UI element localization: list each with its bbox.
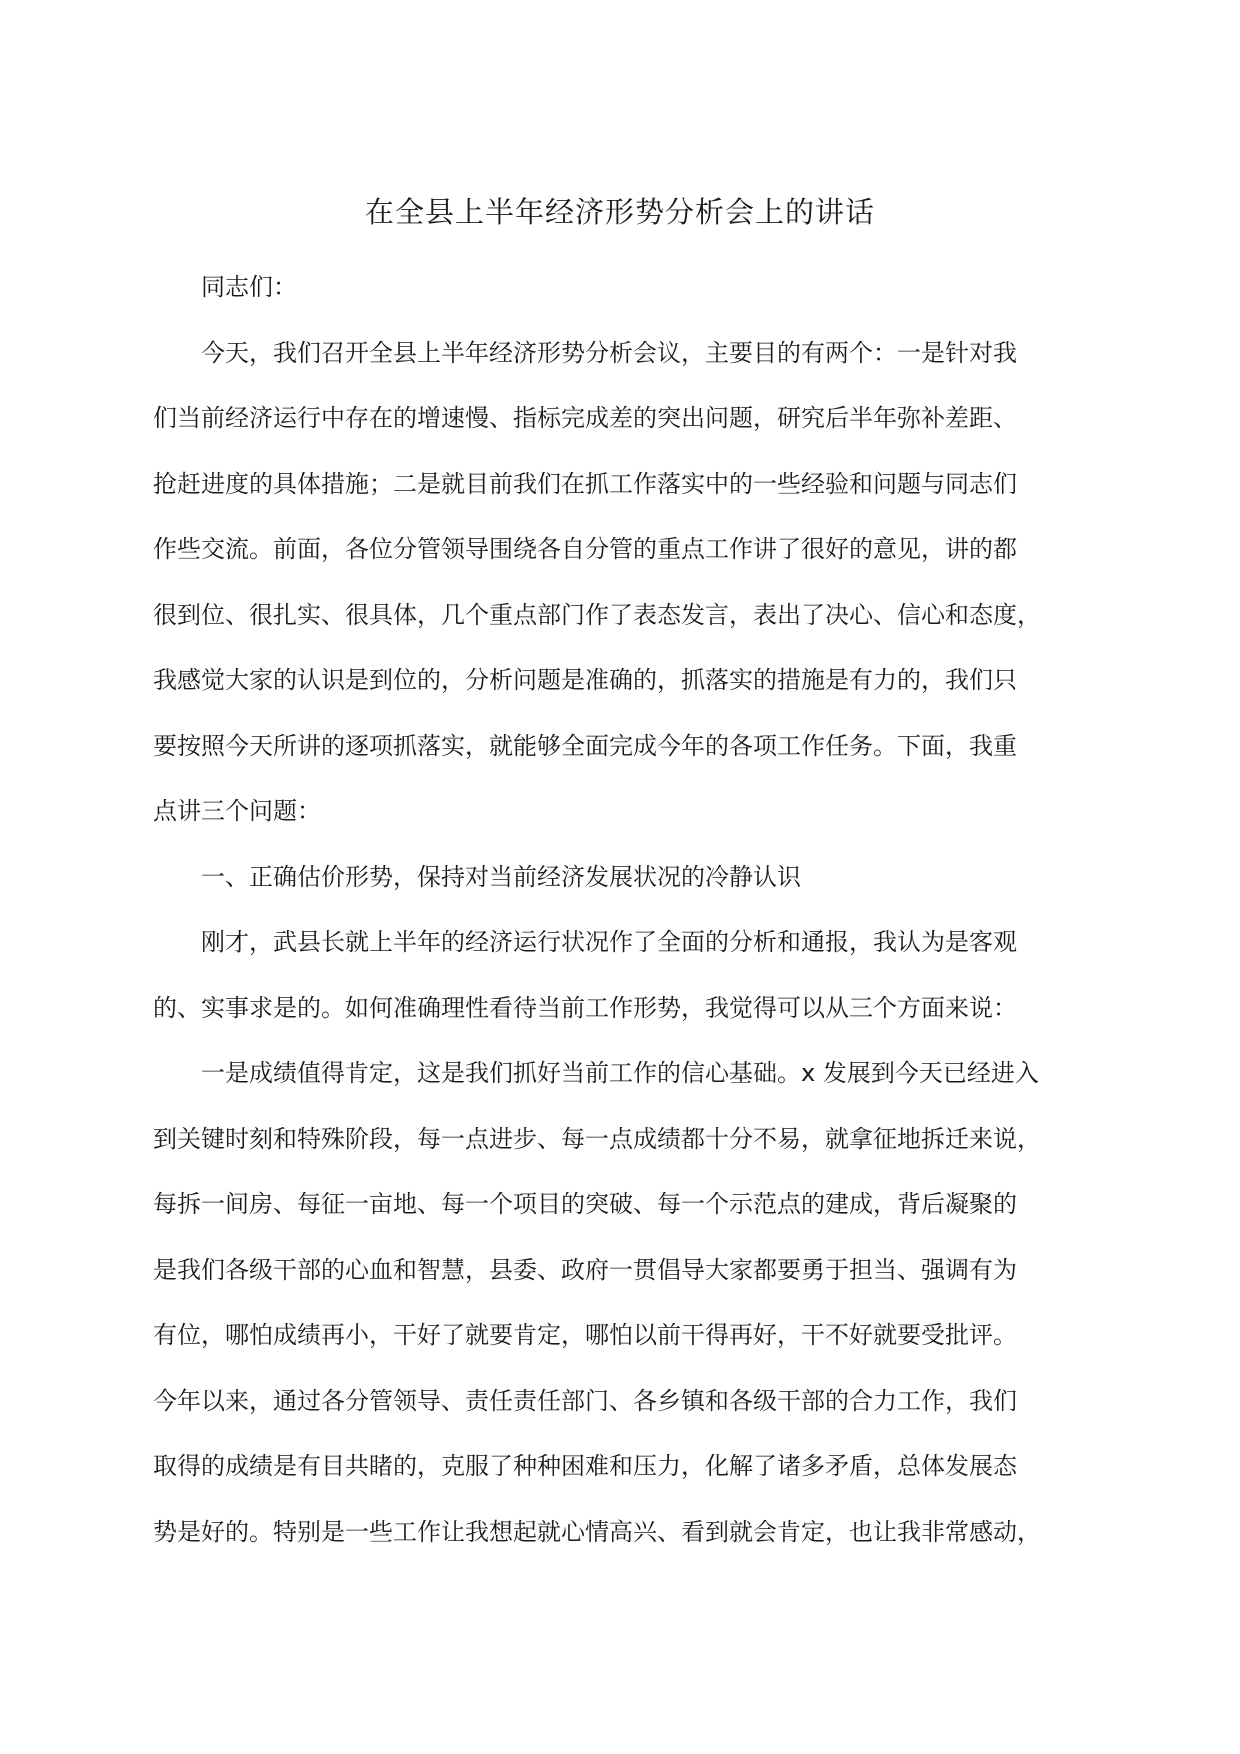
document-title: 在全县上半年经济形势分析会上的讲话 bbox=[364, 195, 875, 229]
body-line: 到关键时刻和特殊阶段，每一点进步、每一点成绩都十分不易，就拿征地拆迁来说， bbox=[153, 1124, 1041, 1153]
body-line: 刚才，武县长就上半年的经济运行状况作了全面的分析和通报，我认为是客观 bbox=[201, 928, 1017, 956]
body-line: 今年以来，通过各分管领导、责任责任部门、各乡镇和各级干部的合力工作，我们 bbox=[153, 1386, 1017, 1415]
body-line: 是我们各级干部的心血和智慧，县委、政府一贯倡导大家都要勇于担当、强调有为 bbox=[153, 1255, 1017, 1284]
document-body bbox=[153, 255, 1073, 1565]
body-line: 的、实事求是的。如何准确理性看待当前工作形势，我觉得可以从三个方面来说： bbox=[153, 993, 1017, 1022]
body-line: 今天，我们召开全县上半年经济形势分析会议，主要目的有两个：一是针对我 bbox=[201, 338, 1017, 367]
body-line: 取得的成绩是有目共睹的，克服了种种困难和压力，化解了诸多矛盾，总体发展态 bbox=[153, 1452, 1017, 1480]
body-line: 一、正确估价形势，保持对当前经济发展状况的冷静认识 bbox=[201, 862, 801, 891]
body-line: 抢赶进度的具体措施；二是就目前我们在抓工作落实中的一些经验和问题与同志们 bbox=[153, 469, 1017, 498]
body-line: 我感觉大家的认识是到位的，分析问题是准确的，抓落实的措施是有力的，我们只 bbox=[153, 666, 1017, 694]
body-line: 同志们： bbox=[201, 273, 297, 301]
body-line: 很到位、很扎实、很具体，几个重点部门作了表态发言，表出了决心、信心和态度， bbox=[153, 600, 1041, 629]
body-line: 点讲三个问题： bbox=[153, 797, 321, 825]
body-line: 势是好的。特别是一些工作让我想起就心情高兴、看到就会肯定，也让我非常感动， bbox=[153, 1517, 1041, 1546]
body-line: 们当前经济运行中存在的增速慢、指标完成差的突出问题，研究后半年弥补差距、 bbox=[153, 404, 1017, 432]
body-line: 作些交流。前面，各位分管领导围绕各自分管的重点工作讲了很好的意见，讲的都 bbox=[153, 535, 1017, 563]
body-line: 要按照今天所讲的逐项抓落实，就能够全面完成今年的各项工作任务。下面，我重 bbox=[153, 731, 1017, 760]
body-line: 每拆一间房、每征一亩地、每一个项目的突破、每一个示范点的建成，背后凝聚的 bbox=[153, 1190, 1017, 1218]
body-line: 有位，哪怕成绩再小，干好了就要肯定，哪怕以前干得再好，干不好就要受批评。 bbox=[153, 1321, 1017, 1349]
body-line: 一是成绩值得肯定，这是我们抓好当前工作的信心基础。x 发展到今天已经进入 bbox=[201, 1059, 1039, 1087]
